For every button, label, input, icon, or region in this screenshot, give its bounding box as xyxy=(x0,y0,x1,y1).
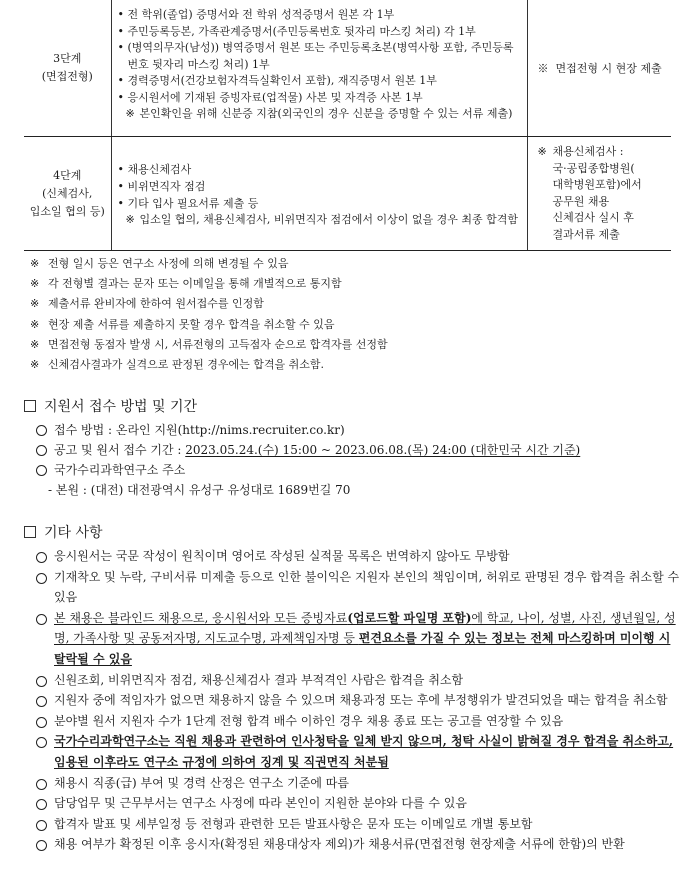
remark-text: 면접전형 시 현장 제출 xyxy=(555,62,662,75)
circle-bullet-icon xyxy=(36,425,47,436)
circle-bullet-icon xyxy=(36,717,47,728)
list-item: 응시원서는 국문 작성이 원칙이며 영어로 작성된 실적물 목록은 번역하지 않아도 무방함 xyxy=(36,546,680,567)
note-line: ※ 제출서류 완비자에 한하여 원서접수를 인정함 xyxy=(30,294,680,314)
square-bullet-icon xyxy=(24,400,36,412)
reference-mark-icon: ※ xyxy=(30,257,40,270)
stage-label xyxy=(24,167,111,221)
list-item: • 경력증명서(건강보험자격득실확인서 포함), 재직증명서 원본 1부 xyxy=(118,73,521,90)
reference-mark-icon: ※ xyxy=(125,213,135,227)
circle-bullet-icon xyxy=(36,820,47,831)
list-item: • 응시원서에 기재된 증빙자료(업적물) 사본 및 자격증 사본 1부 xyxy=(118,90,521,107)
stage-subtitle: 입소일 협의 등) xyxy=(29,204,105,218)
bullet-icon: • xyxy=(117,179,124,193)
circle-bullet-icon xyxy=(36,573,47,584)
list-item: 국가수리과학연구소는 직원 채용과 관련하여 인사청탁을 일체 받지 않으며, 청탁 사실이 밝혀질 경우 합격을 취소하고, 임용된 이후라도 연구소 규정에 의하여 징계 및 직권면직 처분됨 xyxy=(36,731,680,772)
list-item: 신원조회, 비위면직자 점검, 채용신체검사 결과 부적격인 사람은 합격을 취소함 xyxy=(36,670,680,691)
list-item: 기재착오 및 누락, 구비서류 미제출 등으로 인한 불이익은 지원자 본인의 책임이며, 허위로 판명된 경우 합격을 취소할 수 있음 xyxy=(36,567,680,608)
list-item: 분야별 원서 지원자 수가 1단계 전형 합격 배수 이하인 경우 채용 종료 또는 공고를 연장할 수 있음 xyxy=(36,711,680,732)
required-documents xyxy=(112,7,527,123)
list-item: 채용 여부가 확정된 이후 응시자(확정된 채용대상자 제외)가 채용서류(면접전형 현장제출 서류에 한함)의 반환 xyxy=(36,834,680,855)
stage-subtitle: (면접전형) xyxy=(41,70,93,83)
application-method: 접수 방법 : 온라인 지원(http://nims.recruiter.co.kr) xyxy=(54,423,345,437)
list-item: 합격자 발표 및 세부일정 등 전형과 관련한 모든 발표사항은 문자 또는 이메일로 개별 통보함 xyxy=(36,814,680,835)
list-item: 본 채용은 블라인드 채용으로, 응시원서와 모든 증빙자료(업로드할 파일명 포함)에 학교, 나이, 성별, 사진, 생년월일, 성명, 가족사항 및 공동저자명, 지도교수명, 과제책임자명 등 편견요소를 가질 수 있는 정보는 전체 마스킹하며 미이행 시 탈락될 수 있음 xyxy=(36,608,680,670)
circle-bullet-icon xyxy=(36,737,47,748)
list-item: • 기타 입사 필요서류 제출 등 xyxy=(118,196,521,213)
note-line: ※ 전형 일시 등은 연구소 사정에 의해 변경될 수 있음 xyxy=(30,254,680,274)
application-period: 2023.05.24.(수) 15:00 ~ 2023.06.08.(목) 24:00 (대한민국 시간 기준) xyxy=(185,443,581,457)
circle-bullet-icon xyxy=(36,465,47,476)
section-title-application: 지원서 접수 방법 및 기간 xyxy=(24,396,197,416)
table-row xyxy=(24,137,671,251)
circle-bullet-icon xyxy=(36,552,47,563)
list-item: 담당업무 및 근무부서는 연구소 사정에 따라 본인이 지원한 분야와 다를 수 있음 xyxy=(36,793,680,814)
remark-cell xyxy=(528,60,672,76)
remark-text: 채용신체검사 : xyxy=(552,145,624,158)
list-item: 공고 및 원서 접수 기간 : 2023.05.24.(수) 15:00 ~ 2023.06.08.(목) 24:00 (대한민국 시간 기준) xyxy=(36,440,676,460)
circle-bullet-icon xyxy=(36,696,47,707)
list-item xyxy=(36,420,676,440)
reference-mark-icon: ※ xyxy=(30,297,40,311)
reference-mark-icon: ※ xyxy=(30,337,40,351)
circle-bullet-icon xyxy=(36,676,47,687)
bullet-icon: • xyxy=(117,90,124,104)
stage-name: 3단계 xyxy=(53,52,82,65)
note-item: ※ 본인확인을 위해 신분증 지참(외국인의 경우 신분을 증명할 수 있는 서류 제출) xyxy=(118,106,521,123)
list-item: 국가수리과학연구소 주소 xyxy=(36,460,676,480)
bullet-icon: • xyxy=(117,196,124,210)
circle-bullet-icon xyxy=(36,840,47,851)
list-item: • (병역의무자(남성)) 병역증명서 원본 또는 주민등록초본(병역사항 포함, 주민등록번호 뒷자리 마스킹 처리) 1부 xyxy=(117,41,514,71)
remark-cell: ※ 채용신체검사 : 국·공립종합병원( 대학병원포함)에서 공무원 채용 신체검사 실시 후 결과서류 제출 xyxy=(537,145,642,241)
reference-mark-icon: ※ xyxy=(30,357,40,371)
bullet-icon: • xyxy=(117,74,124,88)
reference-mark-icon: ※ xyxy=(537,145,547,158)
list-item: • 비위면직자 점검 xyxy=(118,179,521,196)
reference-mark-icon: ※ xyxy=(30,317,40,331)
stage-table xyxy=(24,0,671,251)
bullet-icon: • xyxy=(117,163,124,177)
note-line: ※ 신체검사결과가 실격으로 판정된 경우에는 합격을 취소함. xyxy=(30,355,680,375)
list-item: 지원자 중에 적임자가 없으면 채용하지 않을 수 있으며 채용과정 또는 후에 부정행위가 발견되었을 때는 합격을 취소함 xyxy=(36,690,680,711)
stage-label xyxy=(24,50,111,86)
bullet-icon: • xyxy=(117,41,124,55)
required-documents xyxy=(112,158,527,228)
address-line: - 본원 : (대전) 대전광역시 유성구 유성대로 1689번길 70 xyxy=(48,483,351,497)
note-line: ※ 각 전형별 결과는 문자 또는 이메일을 통해 개별적으로 통지함 xyxy=(30,274,680,294)
stage-subtitle: (신체검사, xyxy=(42,186,93,200)
square-bullet-icon xyxy=(24,526,36,538)
list-item: • 채용신체검사 xyxy=(118,162,521,179)
table-row xyxy=(24,0,671,137)
list-item: • 전 학위(졸업) 증명서와 전 학위 성적증명서 원본 각 1부 xyxy=(118,7,521,24)
note-item: ※ 입소일 협의, 채용신체검사, 비위면직자 점검에서 이상이 없을 경우 최종 합격함 xyxy=(118,212,521,229)
note-line: ※ 현장 제출 서류를 제출하지 못할 경우 합격을 취소할 수 있음 xyxy=(30,315,680,335)
list-item: 채용시 직종(급) 부여 및 경력 산정은 연구소 기준에 따름 xyxy=(36,773,680,794)
bullet-icon: • xyxy=(117,24,124,38)
notes-list xyxy=(30,254,680,375)
circle-bullet-icon xyxy=(36,445,47,456)
section-title-etc: 기타 사항 xyxy=(24,522,103,542)
circle-bullet-icon xyxy=(36,779,47,790)
application-info xyxy=(36,420,676,500)
bullet-icon: • xyxy=(117,7,124,21)
reference-mark-icon: ※ xyxy=(537,62,549,75)
circle-bullet-icon xyxy=(36,799,47,810)
stage-name: 4단계 xyxy=(53,168,82,182)
reference-mark-icon: ※ xyxy=(125,107,135,121)
list-item: • 주민등록등본, 가족관계증명서(주민등록번호 뒷자리 마스킹 처리) 각 1부 xyxy=(118,24,521,41)
circle-bullet-icon xyxy=(36,614,47,625)
note-line: ※ 면접전형 동점자 발생 시, 서류전형의 고득점자 순으로 합격자를 선정함 xyxy=(30,335,680,355)
etc-list xyxy=(36,546,680,855)
reference-mark-icon: ※ xyxy=(30,277,40,291)
